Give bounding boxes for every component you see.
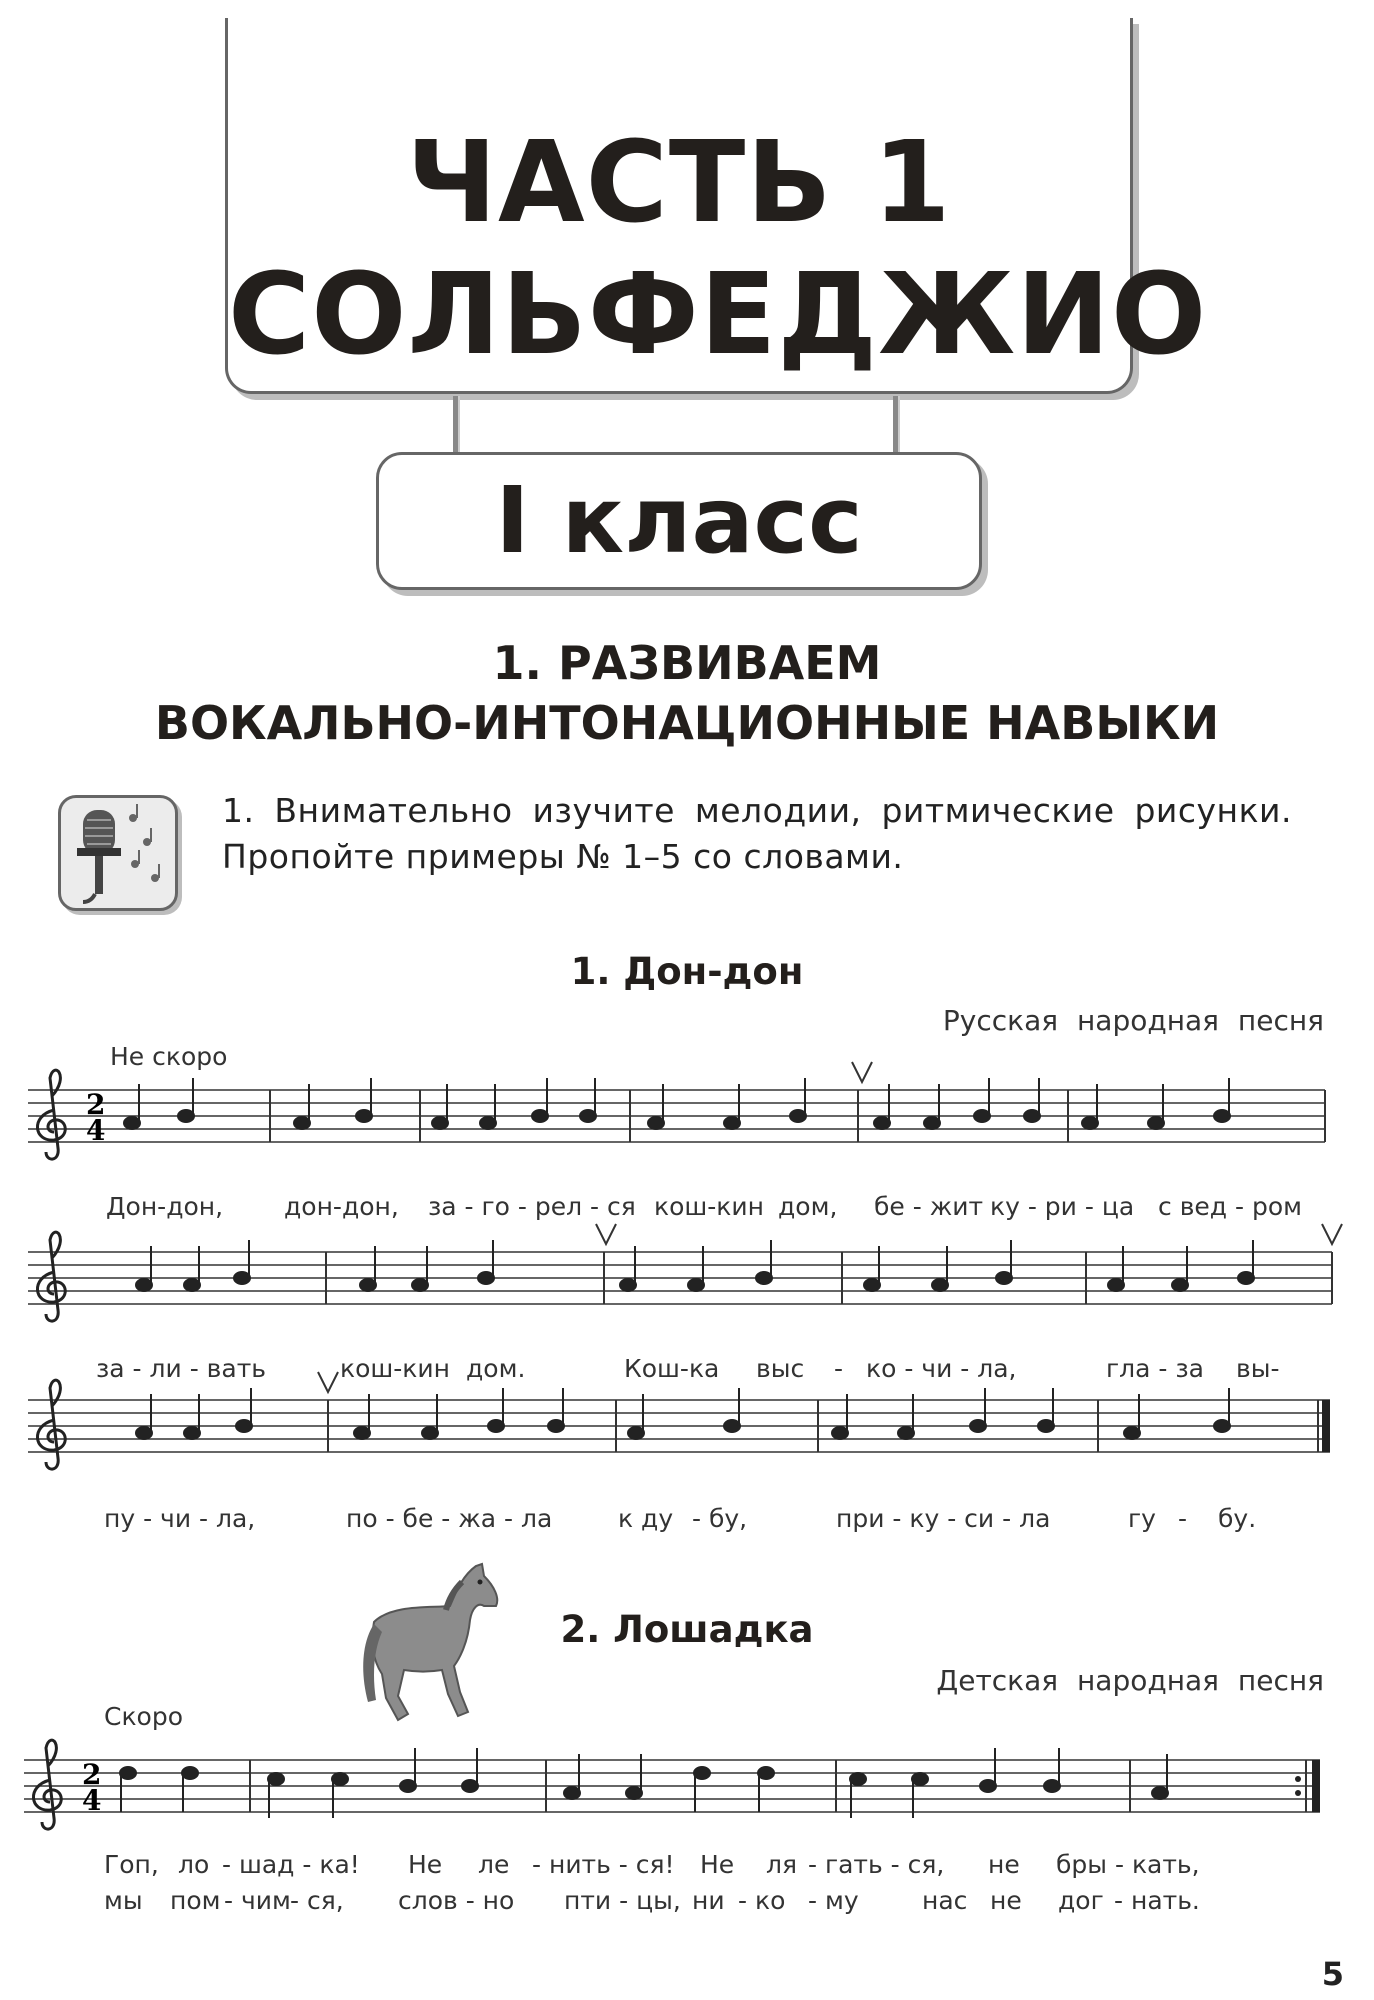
lyric: при - ку - си - ла — [836, 1504, 1051, 1533]
lyric: - бу, — [692, 1504, 748, 1533]
section-heading-line1: 1. РАЗВИВАЕМ — [492, 636, 882, 690]
lyric: дог — [1058, 1886, 1104, 1915]
lyric: кош-кин — [654, 1192, 764, 1221]
lyric: пом — [170, 1886, 221, 1915]
time-sig-bottom: 4 — [82, 1784, 102, 1817]
lyric: кош-кин — [340, 1354, 450, 1383]
time-sig-top: 2 — [86, 1088, 106, 1121]
song-2-score — [0, 1720, 1374, 1850]
section-heading-line2: ВОКАЛЬНО-ИНТОНАЦИОННЫЕ НАВЫКИ — [154, 696, 1220, 750]
time-sig-top: 2 — [82, 1758, 102, 1791]
time-sig-bottom: 4 — [86, 1114, 106, 1147]
lyric: дом, — [778, 1192, 838, 1221]
lyric: гла - за — [1106, 1354, 1204, 1383]
lyric: по - бе - жа - ла — [346, 1504, 553, 1533]
lyric: Не — [408, 1850, 443, 1879]
lyric: - шад - ка! — [222, 1850, 360, 1879]
part-subtitle: СОЛЬФЕДЖИО — [228, 250, 1208, 380]
song-1-score — [0, 1060, 1374, 1500]
part-title-box — [225, 18, 1208, 394]
lyric: с вед - ром — [1158, 1192, 1303, 1221]
lyric: Не — [700, 1850, 735, 1879]
lyric: пу - чи - ла, — [104, 1504, 256, 1533]
task-text: 1. Внимательно изучите мелодии, ритмические рисунки. Пропойте примеры № 1–5 со словами. — [222, 791, 1292, 876]
grade-title: I класс — [495, 467, 863, 574]
lyric: ко - чи - ла, — [866, 1354, 1017, 1383]
lyric: выс — [756, 1354, 805, 1383]
song-1-tempo: Не скоро — [110, 1042, 228, 1071]
lyric: - му — [808, 1886, 859, 1915]
lyric: - ся, — [290, 1886, 344, 1915]
lyric: - — [834, 1354, 844, 1383]
lyric: за - го - рел - ся — [428, 1192, 636, 1221]
lyric: вы- — [1236, 1354, 1280, 1383]
lyric: нас — [922, 1886, 968, 1915]
lyric: к ду — [618, 1504, 674, 1533]
song-1-title: 1. Дон-дон — [570, 950, 804, 993]
lyric: мы — [104, 1886, 143, 1915]
lyric: слов - но — [398, 1886, 515, 1915]
lyric: ле — [478, 1850, 510, 1879]
lyric: - нать. — [1114, 1886, 1200, 1915]
lyric: ло — [178, 1850, 210, 1879]
song-2-title: 2. Лошадка — [560, 1608, 814, 1651]
lyric: Кош-ка — [624, 1354, 720, 1383]
breath-mark — [852, 1062, 872, 1082]
hanger-right — [893, 396, 898, 452]
lyric: дон-дон, — [284, 1192, 399, 1221]
lyric: не — [990, 1886, 1022, 1915]
lyric: бе - жит — [874, 1192, 984, 1221]
song-1-attribution: Русская народная песня — [942, 1004, 1324, 1037]
lyric: ку - ри - ца — [990, 1192, 1135, 1221]
part-title: ЧАСТЬ 1 — [406, 118, 952, 248]
lyric: Дон-дон, — [106, 1192, 224, 1221]
microphone-icon — [58, 795, 178, 911]
lyric: за - ли - вать — [96, 1354, 267, 1383]
grade-box — [376, 452, 982, 590]
hanger-left — [453, 396, 458, 452]
song-2-attribution: Детская народная песня — [936, 1664, 1324, 1697]
lyric: бу. — [1218, 1504, 1257, 1533]
lyric: ни — [692, 1886, 725, 1915]
page-number: 5 — [1321, 1955, 1344, 1993]
lyric: бры - кать, — [1056, 1850, 1200, 1879]
lyric: не — [988, 1850, 1020, 1879]
lyric: - гать - ся, — [808, 1850, 945, 1879]
lyric: - ко — [738, 1886, 786, 1915]
lyric: Гоп, — [104, 1850, 159, 1879]
lyric: дом. — [466, 1354, 526, 1383]
song-2-tempo: Скоро — [104, 1702, 184, 1731]
lyric: - — [1178, 1504, 1188, 1533]
lyric: - нить - ся! — [532, 1850, 675, 1879]
lyric: ля — [766, 1850, 798, 1879]
lyric: пти - цы, — [564, 1886, 681, 1915]
lyric: гу — [1128, 1504, 1156, 1533]
song-2-notes — [120, 1748, 1168, 1818]
lyric: - чим — [224, 1886, 291, 1915]
